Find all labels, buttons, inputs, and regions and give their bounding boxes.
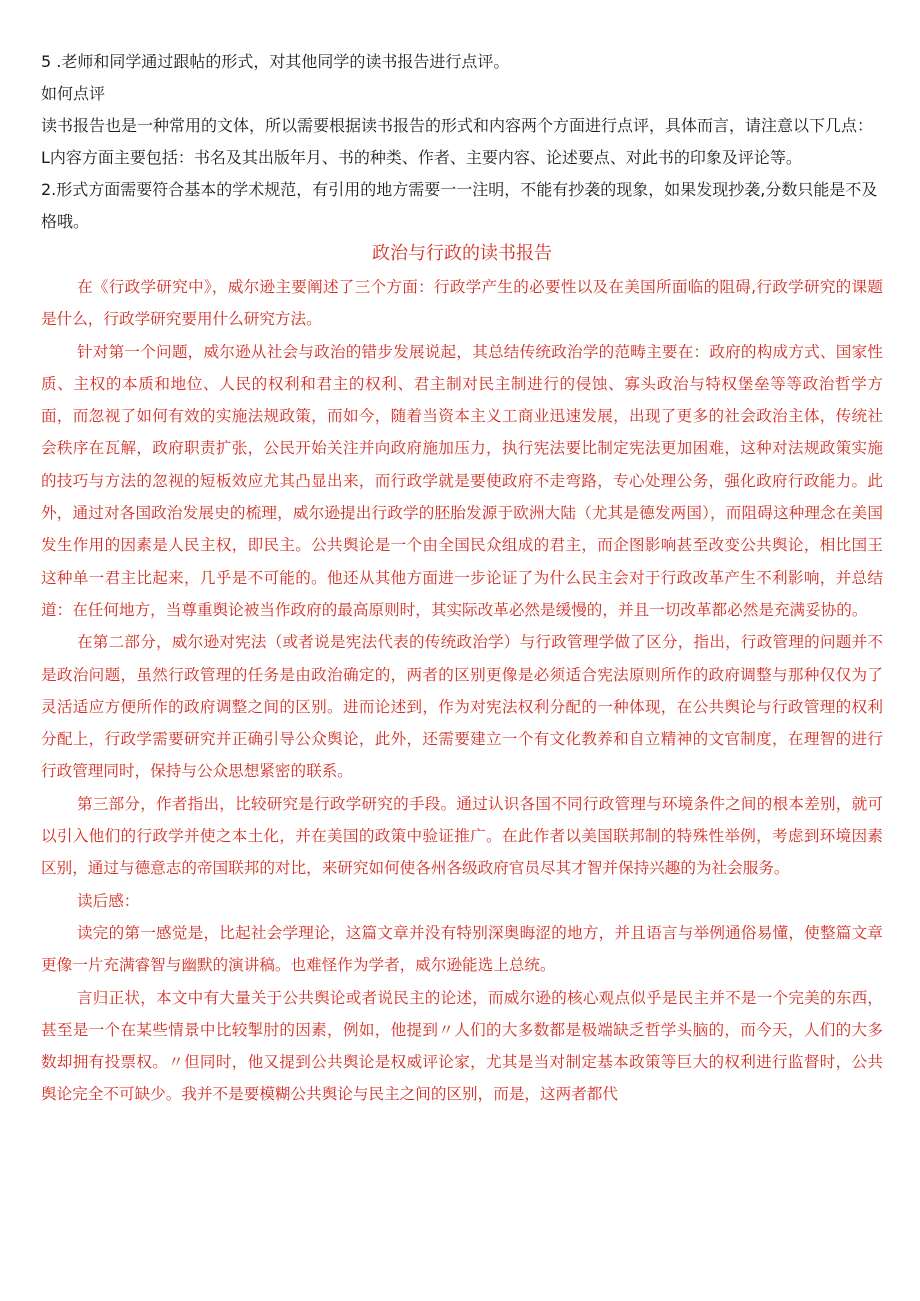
report-paragraph-part2: 在第二部分，威尔逊对宪法（或者说是宪法代表的传统政治学）与行政管理学做了区分，指出，行政管理的问题并不是政治问题，虽然行政管理的任务是由政治确定的，两者的区别更像是必须适合宪法原则所作的政府调整与那种仅仅为了灵活适应方便所作的政府调整之间的区别。进而论述到，作为对宪法权利分配的一种体现，在公共舆论与行政管理的权利分配上，行政学需要研究并正确引导公众舆论，此外，还需要建立一个有文化教养和自立精神的文官制度，在理智的进行行政管理同时，保持与公众思想紧密的联系。 — [41, 633, 883, 781]
reflection-paragraph-2: 言归正状，本文中有大量关于公共舆论或者说民主的论述，而威尔逊的核心观点似乎是民主并不是一个完美的东西，甚至是一个在某些情景中比较掣肘的因素，例如，他提到〃人们的大多数都是极端缺乏哲学头脑的，而今天，人们的大多数却拥有投票权。〃但同时，他又提到公共舆论是权威评论家，尤其是当对制定基本政策等巨大的权利进行监督时，公共舆论完全不可缺少。我并不是要模糊公共舆论与民主之间的区别，而是，这两者都代 — [41, 988, 883, 1104]
document-page — [41, 46, 883, 1111]
instruction-point-1: L内容方面主要包括：书名及其出版年月、书的种类、作者、主要内容、论述要点、对此书的印象及评论等。 — [41, 148, 802, 167]
report-section — [41, 239, 883, 1111]
report-paragraph-intro: 在《行政学研究中》，威尔逊主要阐述了三个方面：行政学产生的必要性以及在美国所面临的阻碍,行政学研究的课题是什么，行政学研究要用什么研究方法。 — [41, 278, 883, 329]
report-paragraph-part1: 针对第一个问题，威尔逊从社会与政治的错步发展说起，其总结传统政治学的范畴主要在：政府的构成方式、国家性质、主权的本质和地位、人民的权利和君主的权利、君主制对民主制进行的侵蚀、寡头政治与特权堡垒等等政治哲学方面，而忽视了如何有效的实施法规政策，而如今，随着当资本主义工商业迅速发展，出现了更多的社会政治主体，传统社会秩序在瓦解，政府职责扩张，公民开始关注并向政府施加压力，执行宪法要比制定宪法更加困难，这种对法规政策实施的技巧与方法的忽视的短板效应尤其凸显出来，而行政学就是要使政府不走弯路，专心处理公务，强化政府行政能力。此外，通过对各国政治发展史的梳理，威尔逊提出行政学的胚胎发源于欧洲大陆（尤其是德发两国），而阻碍这种理念在美国发生作用的因素是人民主权，即民主。公共舆论是一个由全国民众组成的君主，而企图影响甚至改变公共舆论，相比国王这种单一君主比起来，几乎是不可能的。他还从其他方面进一步论证了为什么民主会对于行政改革产生不利影响，并总结道：在任何地方，当尊重舆论被当作政府的最高原则时，其实际改革必然是缓慢的，并且一切改革都必然是充满妥协的。 — [41, 342, 883, 619]
reflection-heading: 读后感： — [77, 891, 140, 910]
reflection-paragraph-1: 读完的第一感觉是，比起社会学理论，这篇文章并没有特别深奥晦涩的地方，并且语言与举例通俗易懂，使整篇文章更像一片充满睿智与幽默的演讲稿。也难怪作为学者，威尔逊能选上总统。 — [41, 923, 883, 975]
report-paragraph-part3: 第三部分，作者指出，比较研究是行政学研究的手段。通过认识各国不同行政管理与环境条件之间的根本差别，就可以引入他们的行政学并使之本土化，并在美国的政策中验证推广。在此作者以美国联邦制的特殊性举例，考虑到环境因素区别，通过与德意志的帝国联邦的对比，来研究如何使各州各级政府官员尽其才智并保持兴趣的为社会服务。 — [41, 794, 883, 878]
how-to-comment-heading: 如何点评 — [41, 84, 106, 103]
instruction-item-5: 5 .老师和同学通过跟帖的形式，对其他同学的读书报告进行点评。 — [41, 52, 510, 71]
report-title: 政治与行政的读书报告 — [372, 243, 552, 264]
instruction-intro: 读书报告也是一种常用的文体，所以需要根据读书报告的形式和内容两个方面进行点评，具体而言，请注意以下几点： — [41, 116, 874, 135]
instructions-section — [41, 46, 883, 238]
instruction-point-2: 2.形式方面需要符合基本的学术规范，有引用的地方需要一一注明，不能有抄袭的现象，如果发现抄袭,分数只能是不及格哦。 — [41, 180, 878, 231]
